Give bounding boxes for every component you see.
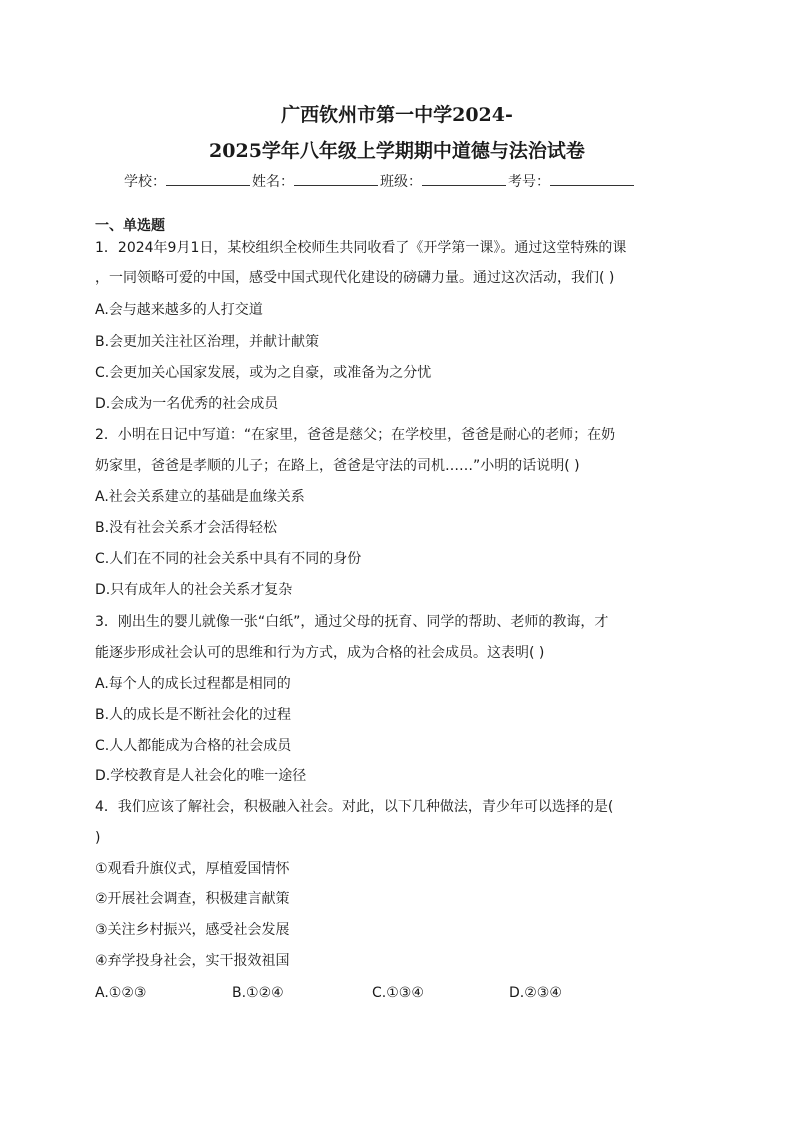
school-blank[interactable] (166, 171, 250, 186)
exam-number-blank[interactable] (550, 171, 634, 186)
question-4-statement-3: ③关注乡村振兴，感受社会发展 (95, 922, 290, 938)
exam-title-line-1: 广西钦州市第一中学2024- (281, 104, 513, 126)
question-3-option-b[interactable]: B.人的成长是不断社会化的过程 (95, 707, 292, 723)
question-3-option-c[interactable]: C.人人都能成为合格的社会成员 (95, 738, 292, 754)
question-4-option-a[interactable]: A.①②③ (95, 985, 147, 1001)
question-2-line-1: 2．小明在日记中写道：“在家里，爸爸是慈父；在学校里，爸爸是耐心的老师；在奶 (95, 427, 616, 443)
question-1-option-c[interactable]: C.会更加关心国家发展，或为之自豪，或准备为之分忧 (95, 365, 432, 381)
question-4-statement-4: ④弃学投身社会，实干报效祖国 (95, 953, 290, 969)
question-1-option-b[interactable]: B.会更加关注社区治理，并献计献策 (95, 334, 320, 350)
school-label: 学校： (124, 174, 166, 190)
question-2-line-2: 奶家里，爸爸是孝顺的儿子；在路上，爸爸是守法的司机……”小明的话说明( ) (95, 458, 580, 474)
question-3-option-d[interactable]: D.学校教育是人社会化的唯一途径 (95, 768, 307, 784)
question-4-statement-2: ②开展社会调查，积极建言献策 (95, 891, 290, 907)
question-3-line-2: 能逐步形成社会认可的思维和行为方式，成为合格的社会成员。这表明( ) (95, 645, 545, 661)
name-blank[interactable] (294, 171, 378, 186)
question-3-option-a[interactable]: A.每个人的成长过程都是相同的 (95, 676, 291, 692)
question-2-option-b[interactable]: B.没有社会关系才会活得轻松 (95, 520, 278, 536)
question-4-option-c[interactable]: C.①③④ (372, 985, 424, 1001)
question-2-option-d[interactable]: D.只有成年人的社会关系才复杂 (95, 582, 293, 598)
section-heading: 一、单选题 (95, 218, 165, 234)
question-4-line-1: 4．我们应该了解社会，积极融入社会。对此，以下几种做法，青少年可以选择的是( (95, 799, 614, 815)
question-4-option-b[interactable]: B.①②④ (232, 985, 284, 1001)
exam-number-label: 考号： (508, 174, 550, 190)
class-blank[interactable] (422, 171, 506, 186)
question-1-option-a[interactable]: A.会与越来越多的人打交道 (95, 302, 263, 318)
student-info-row (124, 171, 684, 193)
exam-title-line-2: 2025学年八年级上学期期中道德与法治试卷 (209, 140, 585, 162)
question-4-option-d[interactable]: D.②③④ (509, 985, 562, 1001)
question-4-line-2: ) (95, 830, 101, 846)
question-3-line-1: 3．刚出生的婴儿就像一张“白纸”，通过父母的抚育、同学的帮助、老师的教诲，才 (95, 614, 609, 630)
question-4-statement-1: ①观看升旗仪式，厚植爱国情怀 (95, 861, 290, 877)
question-2-option-a[interactable]: A.社会关系建立的基础是血缘关系 (95, 489, 305, 505)
class-label: 班级： (380, 174, 422, 190)
question-2-option-c[interactable]: C.人们在不同的社会关系中具有不同的身份 (95, 551, 362, 567)
name-label: 姓名： (252, 174, 294, 190)
question-4-options (95, 983, 705, 1005)
question-1-option-d[interactable]: D.会成为一名优秀的社会成员 (95, 396, 279, 412)
question-1-line-2: ，一同领略可爱的中国，感受中国式现代化建设的磅礴力量。通过这次活动，我们( ) (95, 270, 615, 286)
question-1-line-1: 1．2024年9月1日，某校组织全校师生共同收看了《开学第一课》。通过这堂特殊的课 (95, 240, 627, 256)
